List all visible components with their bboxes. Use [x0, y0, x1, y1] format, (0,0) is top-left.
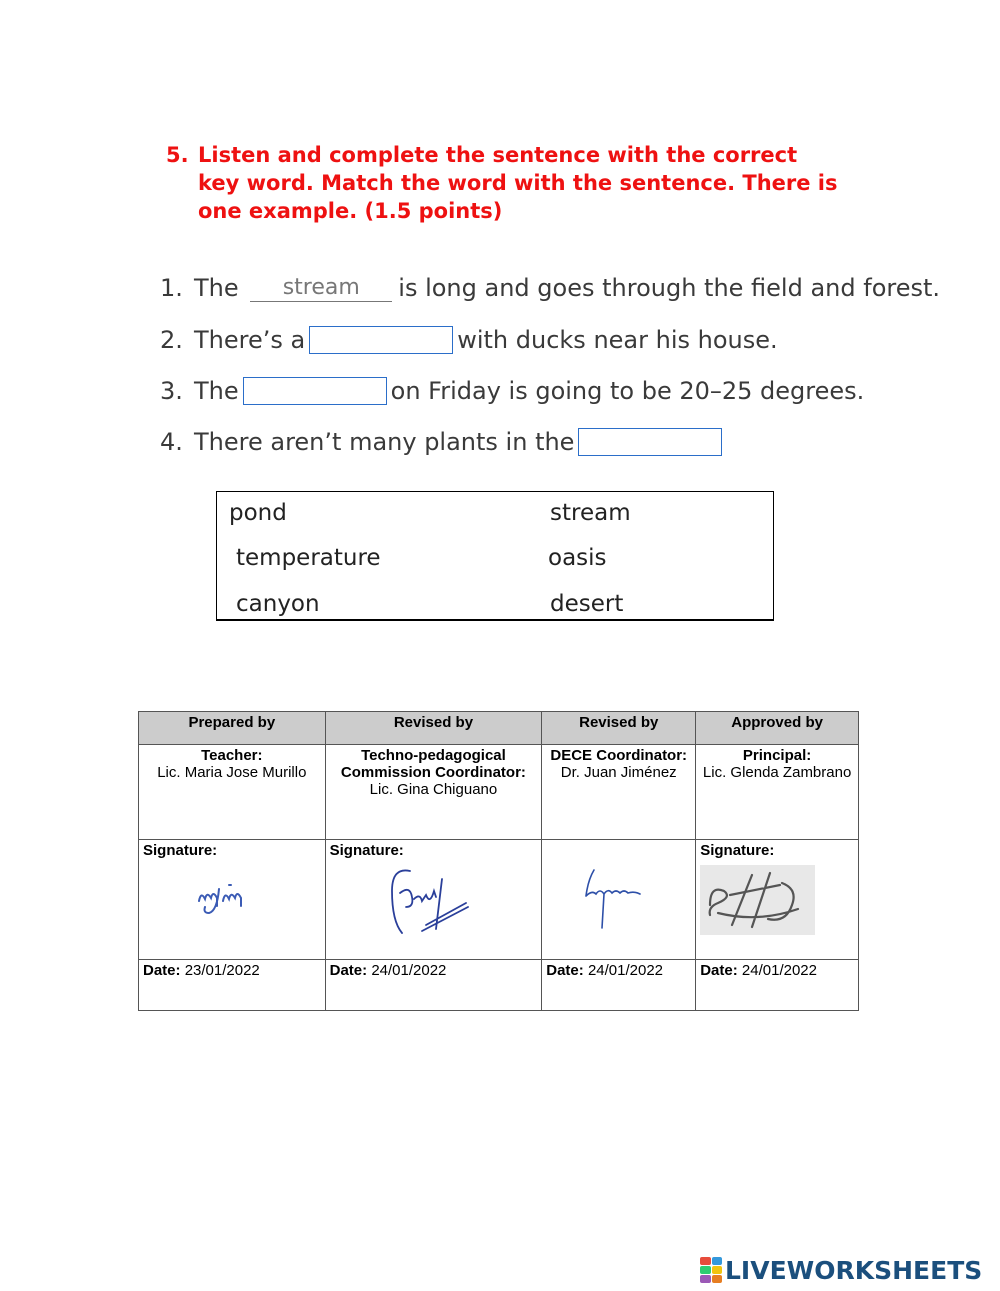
signature-cell	[139, 840, 326, 960]
header-revised-by: Revised by	[542, 712, 696, 745]
sentence-1	[160, 270, 940, 304]
sentence-text-after: is long and goes through the field and forest.	[398, 274, 941, 302]
sentence-number: 4.	[160, 428, 183, 456]
role-name: Lic. Maria Jose Murillo	[157, 764, 307, 781]
example-answer: stream	[250, 275, 392, 302]
role-cell	[325, 745, 542, 840]
date-label: Date:	[329, 962, 368, 979]
exercise-number: 5.	[166, 143, 189, 167]
approval-role-row	[139, 745, 859, 840]
date-row	[139, 960, 859, 1011]
role-title: Principal:	[742, 747, 812, 764]
sentence-4	[160, 424, 726, 458]
instruction-text: Listen and complete the sentence with the correct key word. Match the word with the sentence. There is one example. (1.5 points)	[198, 143, 838, 223]
word-bank-item: desert	[550, 591, 624, 617]
answer-input-3[interactable]	[243, 377, 387, 405]
word-bank-item: oasis	[548, 545, 607, 571]
signature-image	[330, 865, 480, 945]
role-cell	[696, 745, 859, 840]
sentence-text-before: The	[194, 377, 239, 405]
sentence-number: 1.	[160, 274, 183, 302]
date-label: Date:	[143, 962, 181, 979]
signature-label: Signature:	[143, 842, 218, 859]
word-bank-item: temperature	[236, 545, 381, 571]
date-cell	[139, 960, 326, 1011]
date-value: 24/01/2022	[741, 962, 817, 979]
liveworksheets-logo[interactable]	[700, 1255, 982, 1285]
signature-image	[546, 862, 686, 932]
liveworksheets-icon	[700, 1257, 722, 1283]
sentence-text-after: on Friday is going to be 20–25 degrees.	[390, 377, 865, 405]
role-title: Teacher:	[201, 747, 263, 764]
date-value: 24/01/2022	[371, 962, 447, 979]
date-cell	[696, 960, 859, 1011]
sentence-2	[160, 322, 778, 356]
role-title: Techno-pedagogical Commission Coordinator:	[340, 747, 526, 781]
role-name: Lic. Gina Chiguano	[369, 781, 498, 798]
sentence-3	[160, 373, 864, 407]
sentence-text-after: with ducks near his house.	[457, 326, 778, 354]
sentence-text-before: There aren’t many plants in the	[194, 428, 575, 456]
signature-label: Signature:	[329, 842, 404, 859]
sentence-text-before: There’s a	[194, 326, 306, 354]
date-label: Date:	[546, 962, 584, 979]
header-revised-by: Revised by	[325, 712, 542, 745]
role-name: Dr. Juan Jiménez	[560, 764, 677, 781]
sentence-number: 3.	[160, 377, 183, 405]
role-name: Lic. Glenda Zambrano	[702, 764, 852, 781]
answer-input-4[interactable]	[578, 428, 722, 456]
date-value: 23/01/2022	[184, 962, 260, 979]
word-bank-item: stream	[550, 500, 631, 526]
sentence-number: 2.	[160, 326, 183, 354]
signature-cell	[542, 840, 696, 960]
header-approved-by: Approved by	[696, 712, 859, 745]
header-prepared-by: Prepared by	[139, 712, 326, 745]
approval-table	[138, 711, 859, 1011]
role-title: DECE Coordinator:	[550, 747, 688, 764]
date-value: 24/01/2022	[587, 962, 664, 979]
signature-image	[143, 865, 263, 925]
date-cell	[542, 960, 696, 1011]
word-bank-item: canyon	[236, 591, 320, 617]
date-cell	[325, 960, 542, 1011]
signature-cell	[325, 840, 542, 960]
approval-header-row	[139, 712, 859, 745]
signature-image	[700, 865, 815, 935]
signature-label: Signature:	[700, 842, 775, 859]
answer-input-2[interactable]	[309, 326, 453, 354]
sentence-text-before: The	[194, 274, 239, 302]
role-cell	[542, 745, 696, 840]
word-bank	[216, 491, 774, 621]
role-cell	[139, 745, 326, 840]
signature-row	[139, 840, 859, 960]
date-label: Date:	[700, 962, 738, 979]
brand-name: LIVEWORKSHEETS	[725, 1255, 983, 1285]
signature-cell	[696, 840, 859, 960]
word-bank-item: pond	[229, 500, 287, 526]
